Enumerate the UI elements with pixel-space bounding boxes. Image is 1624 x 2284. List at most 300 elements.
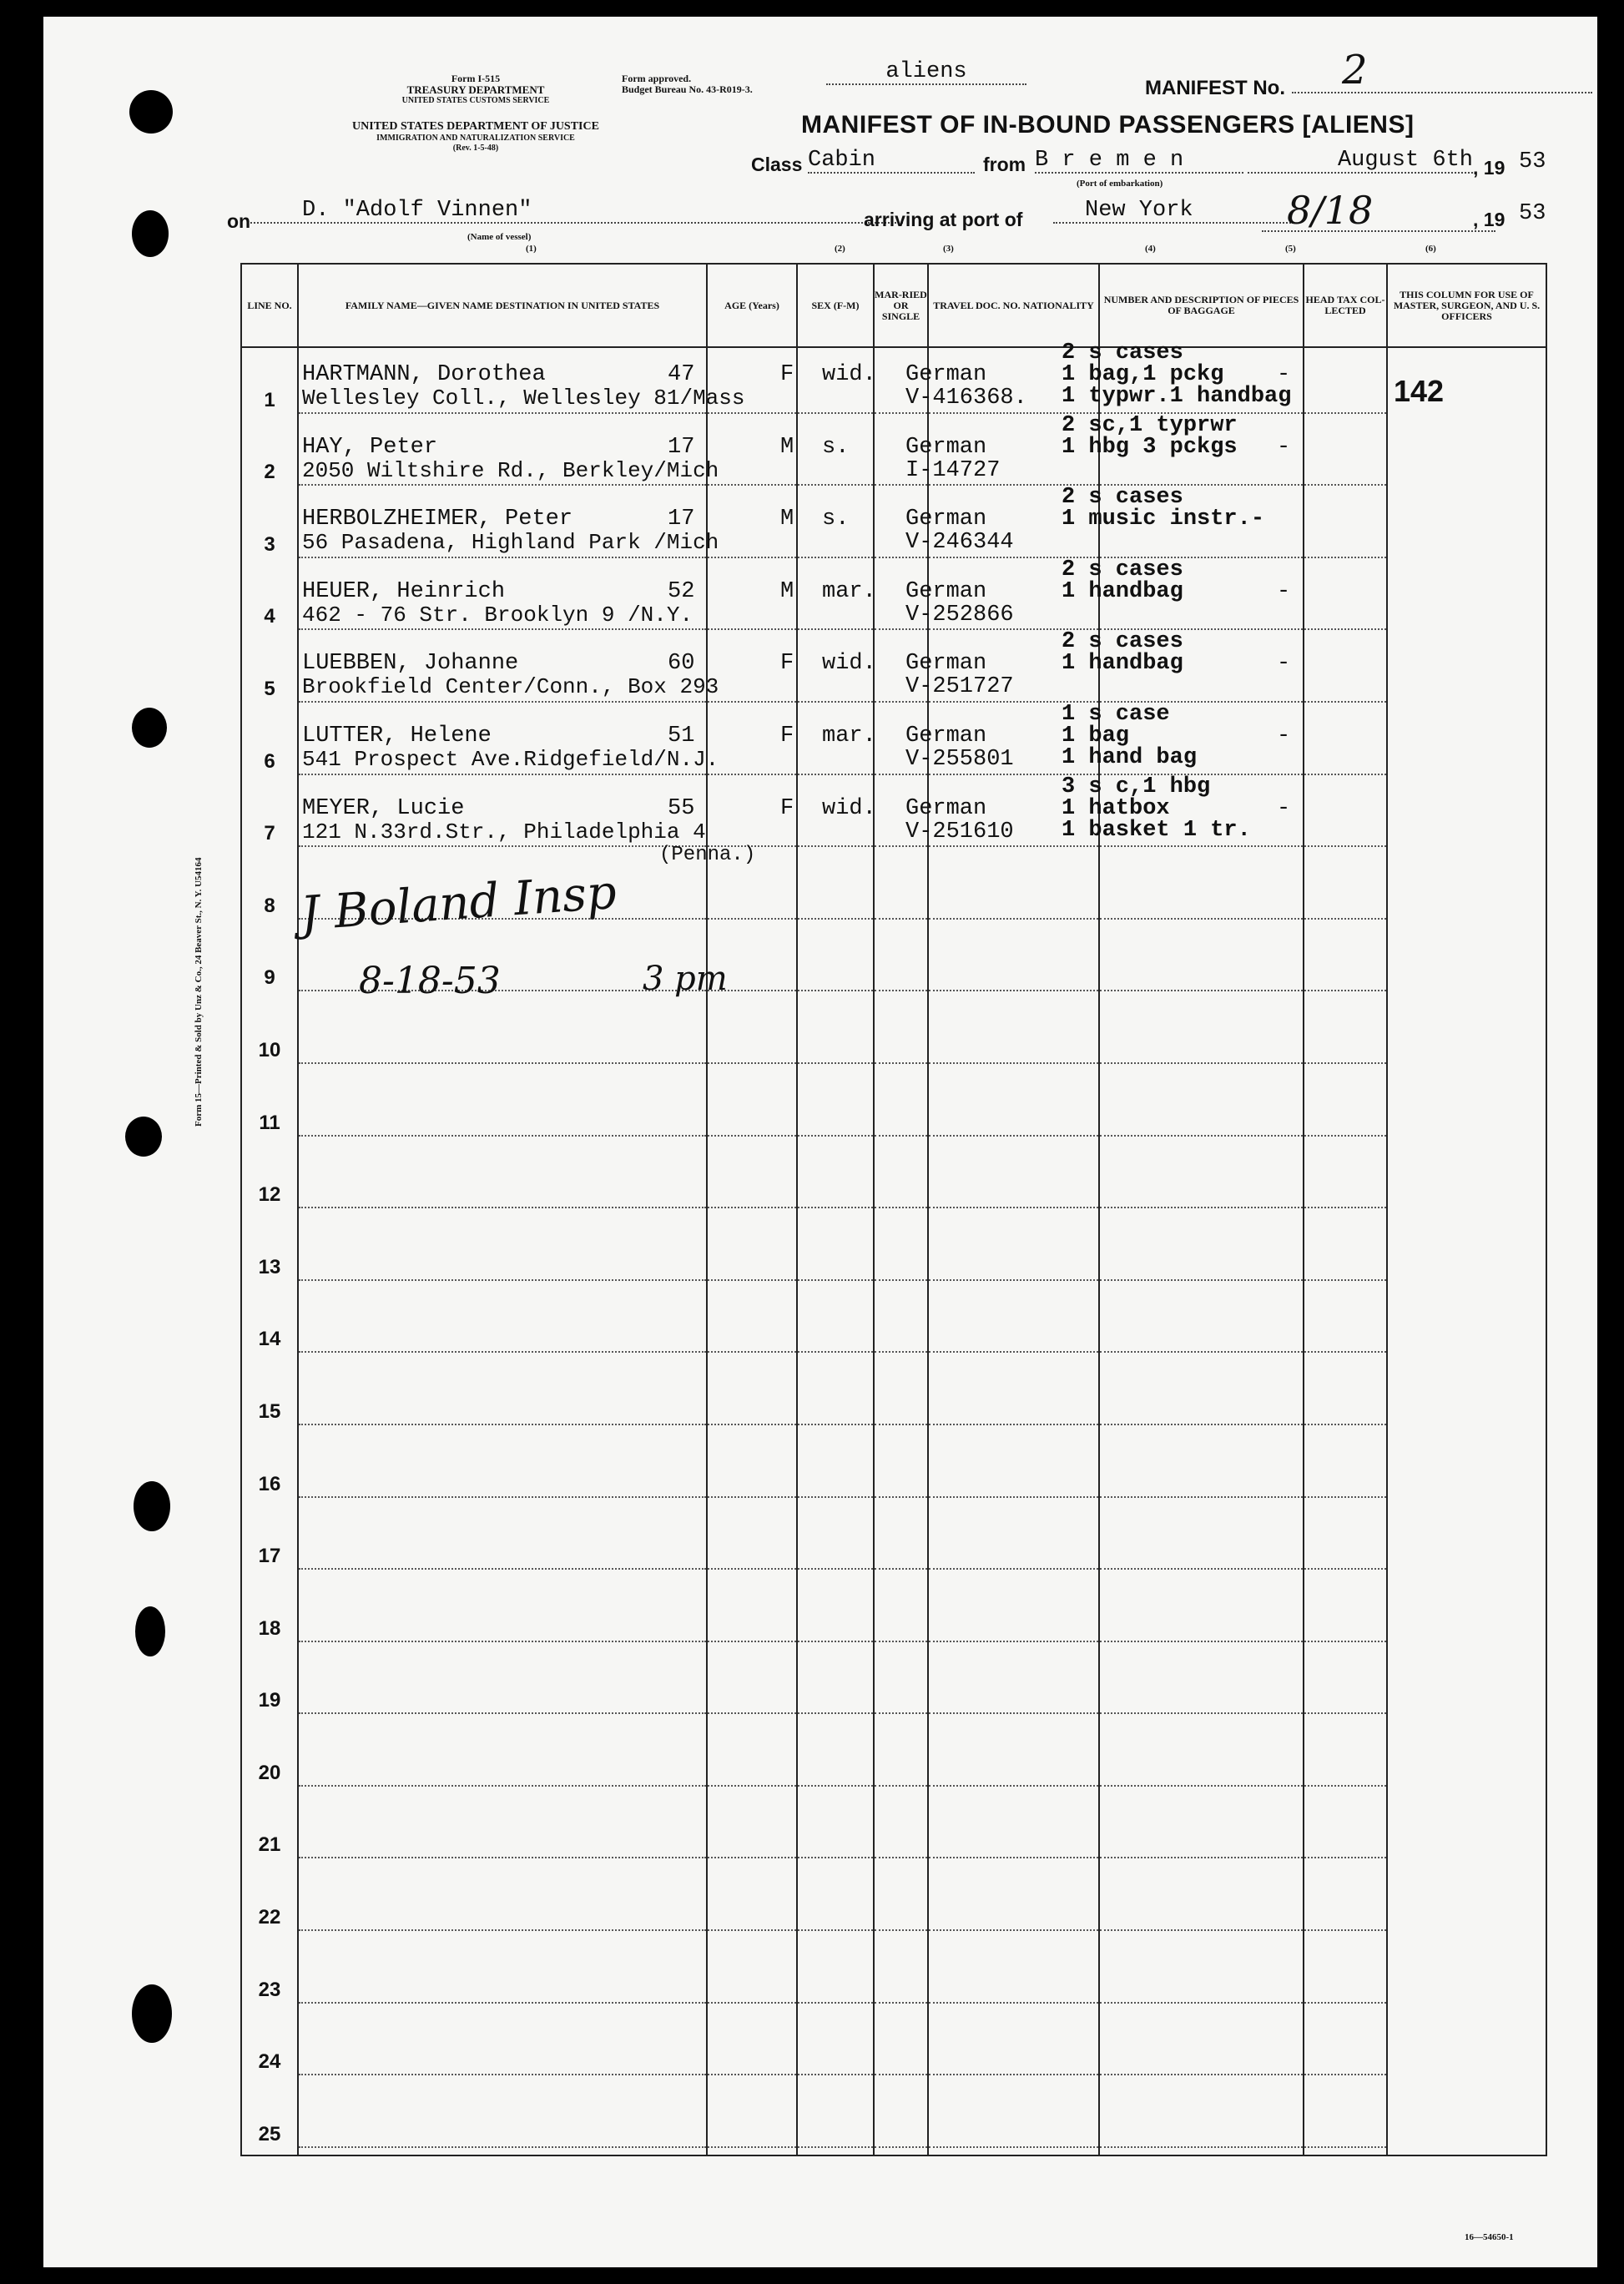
- line-number: 4: [264, 605, 275, 628]
- table-row: [241, 1071, 1546, 1143]
- col-travel-doc: TRAVEL DOC. NO. NATIONALITY: [928, 264, 1099, 347]
- dotted-rule: [299, 1712, 706, 1714]
- revision: (Rev. 1-5-48): [452, 144, 499, 153]
- table-cell: [874, 1215, 928, 1288]
- dotted-rule: [299, 701, 706, 703]
- line-number-cell: [241, 492, 298, 565]
- dotted-rule: [929, 1712, 1098, 1714]
- passenger-sex: M: [780, 578, 794, 604]
- line-number-cell: [241, 1793, 298, 1866]
- table-cell: [797, 1432, 874, 1505]
- dotted-rule: [1100, 2074, 1303, 2075]
- table-cell: [1099, 926, 1304, 999]
- officer-note: 142: [1394, 374, 1445, 408]
- table-cell: [1387, 1215, 1546, 1288]
- table-cell: [298, 2082, 707, 2155]
- table-cell: [928, 1071, 1099, 1143]
- dotted-rule: [708, 628, 796, 630]
- punch-hole: [132, 1984, 172, 2043]
- dotted-rule: [1304, 1641, 1386, 1642]
- dotted-rule: [875, 845, 927, 847]
- line-number-cell: [241, 1649, 298, 1722]
- punch-hole: [135, 1606, 165, 1656]
- dotted-rule: [798, 2074, 873, 2075]
- dotted-rule: [1100, 1062, 1303, 1064]
- table-cell: [797, 998, 874, 1071]
- table-cell: [298, 1576, 707, 1649]
- dotted-rule: [299, 1785, 706, 1787]
- dotted-rule: [708, 918, 796, 920]
- form-approved: Form approved.: [622, 73, 692, 84]
- baggage-item: 2 s cases: [1062, 340, 1183, 366]
- table-cell: [1304, 637, 1387, 709]
- table-cell: [1387, 926, 1546, 999]
- table-cell: [874, 2010, 928, 2083]
- dotted-rule: [798, 1062, 873, 1064]
- table-cell: [1387, 1505, 1546, 1577]
- marital-status: wid.: [822, 362, 876, 387]
- side-printer-text: Form 15—Printed & Sold by Unz & Co., 24 Beaver St., N. Y. U54164: [194, 857, 204, 1127]
- marital-status: s.: [822, 434, 850, 460]
- table-cell: [1387, 1576, 1546, 1649]
- line-number: 23: [258, 1978, 281, 2001]
- table-cell: [1304, 565, 1387, 638]
- dotted-rule: [929, 1135, 1098, 1137]
- dotted-rule: [875, 2002, 927, 2004]
- table-cell: [298, 1793, 707, 1866]
- table-cell: [707, 1576, 797, 1649]
- line-number: 11: [259, 1111, 280, 1134]
- passenger-destination: 541 Prospect Ave.Ridgefield/N.J.: [302, 747, 719, 772]
- nationality: German: [905, 507, 987, 532]
- table-cell: [1304, 709, 1387, 782]
- dotted-rule: [708, 412, 796, 414]
- dotted-rule: [929, 1785, 1098, 1787]
- table-cell: [1387, 709, 1546, 782]
- table-cell: [1304, 347, 1387, 421]
- table-cell: [1304, 1432, 1387, 1505]
- dotted-rule: [798, 412, 873, 414]
- table-cell: [1387, 1865, 1546, 1938]
- table-cell: [928, 1793, 1099, 1866]
- table-cell: [1304, 998, 1387, 1071]
- dotted-rule: [798, 845, 873, 847]
- table-cell: [1387, 1432, 1546, 1505]
- vessel-col: (1): [526, 244, 537, 254]
- punch-hole: [125, 1117, 162, 1157]
- table-cell: [1099, 1288, 1304, 1360]
- dotted-rule: [1304, 484, 1386, 486]
- col-married: MAR-RIED OR SINGLE: [874, 264, 928, 347]
- table-cell: [928, 1359, 1099, 1432]
- table-row: [241, 1938, 1546, 2010]
- dotted-rule: [875, 2146, 927, 2148]
- passenger-name: LUTTER, Helene: [302, 724, 492, 749]
- manifest-no-value: 2: [1292, 48, 1592, 93]
- table-cell: [707, 1143, 797, 1216]
- table-cell: [1099, 1359, 1304, 1432]
- travel-doc-no: V-251610: [905, 819, 1014, 845]
- table-cell: [874, 1793, 928, 1866]
- line-number: 19: [258, 1689, 281, 1712]
- table-cell: [1304, 1793, 1387, 1866]
- table-cell: [1387, 637, 1546, 709]
- passenger-name: HAY, Peter: [302, 434, 438, 460]
- dotted-rule: [1100, 2002, 1303, 2004]
- line-number: 2: [264, 461, 275, 484]
- table-cell: [1304, 492, 1387, 565]
- table-cell: [1304, 1865, 1387, 1938]
- baggage-item: 1 typwr.1 handbag: [1062, 384, 1292, 409]
- table-cell: [797, 2082, 874, 2155]
- dotted-rule: [875, 1929, 927, 1931]
- dotted-rule: [875, 1712, 927, 1714]
- dotted-rule: [798, 484, 873, 486]
- dotted-rule: [708, 1785, 796, 1787]
- line-number-cell: [241, 709, 298, 782]
- inspection-time: 3 pm: [643, 960, 728, 998]
- inspector-signature: J Boland Insp: [299, 865, 618, 942]
- table-cell: [1099, 1649, 1304, 1722]
- dotted-rule: [1100, 1568, 1303, 1570]
- dotted-rule: [1100, 1207, 1303, 1208]
- baggage-item: 1 s case: [1062, 702, 1170, 727]
- table-cell: [707, 1938, 797, 2010]
- dotted-rule: [299, 1929, 706, 1931]
- table-cell: [1304, 1288, 1387, 1360]
- table-cell: [928, 1143, 1099, 1216]
- travel-doc-no: V-416368.: [905, 386, 1027, 411]
- line-number-cell: [241, 1143, 298, 1216]
- dotted-rule: [708, 1279, 796, 1281]
- table-cell: [874, 1288, 928, 1360]
- dotted-rule: [1304, 1857, 1386, 1858]
- dotted-rule: [798, 2002, 873, 2004]
- table-cell: [1099, 2010, 1304, 2083]
- col-line: LINE NO.: [241, 264, 298, 347]
- dotted-rule: [929, 1207, 1098, 1208]
- nationality: German: [905, 651, 987, 677]
- table-cell: [797, 926, 874, 999]
- dotted-rule: [708, 2002, 796, 2004]
- table-cell: [707, 1865, 797, 1938]
- col-baggage: NUMBER AND DESCRIPTION OF PIECES OF BAGGAGE: [1099, 264, 1304, 347]
- table-cell: [1387, 1938, 1546, 2010]
- table-cell: [1099, 1143, 1304, 1216]
- dotted-rule: [708, 2146, 796, 2148]
- line-number: 14: [258, 1328, 281, 1351]
- table-cell: [874, 1649, 928, 1722]
- table-cell: [797, 1649, 874, 1722]
- manifest-no-label: MANIFEST No.: [1145, 77, 1285, 99]
- line-number: 12: [258, 1183, 281, 1207]
- marital-status: s.: [822, 507, 850, 532]
- table-row: [241, 1649, 1546, 1722]
- table-cell: [707, 1649, 797, 1722]
- table-cell: [1304, 1938, 1387, 2010]
- dotted-rule: [1304, 701, 1386, 703]
- col-officers: THIS COLUMN FOR USE OF MASTER, SURGEON, AND U. S. OFFICERS: [1387, 264, 1546, 347]
- table-cell: [797, 1288, 874, 1360]
- dotted-rule: [929, 1568, 1098, 1570]
- line-number: 16: [258, 1472, 281, 1495]
- table-cell: [1099, 1505, 1304, 1577]
- table-cell: [707, 1071, 797, 1143]
- table-cell: [928, 2010, 1099, 2083]
- dotted-rule: [708, 774, 796, 775]
- dotted-rule: [708, 1568, 796, 1570]
- dotted-rule: [299, 774, 706, 775]
- marital-status: mar.: [822, 578, 876, 604]
- dotted-rule: [929, 2002, 1098, 2004]
- punch-hole: [134, 1481, 170, 1531]
- dotted-rule: [708, 1351, 796, 1353]
- dotted-rule: [875, 557, 927, 558]
- line-number: 21: [258, 1833, 281, 1857]
- table-row: [241, 1576, 1546, 1649]
- line-number-cell: [241, 1215, 298, 1288]
- table-row: [241, 1793, 1546, 1866]
- table-cell: [1387, 2010, 1546, 2083]
- dotted-rule: [798, 1135, 873, 1137]
- vessel-caption: (Name of vessel): [467, 232, 532, 242]
- line-number: 17: [258, 1545, 281, 1568]
- table-cell: [298, 1143, 707, 1216]
- table-cell: [1304, 1505, 1387, 1577]
- table-cell: [707, 1505, 797, 1577]
- dotted-rule: [1304, 918, 1386, 920]
- dotted-rule: [1100, 1929, 1303, 1931]
- table-row: [241, 2010, 1546, 2083]
- dotted-rule: [875, 1207, 927, 1208]
- dotted-rule: [299, 2002, 706, 2004]
- arriving-label: arriving at port of: [864, 209, 1023, 230]
- table-cell: [298, 1432, 707, 1505]
- table-cell: [1099, 1576, 1304, 1649]
- line-number-cell: [241, 1721, 298, 1793]
- travel-doc-no: V-246344: [905, 530, 1014, 556]
- table-cell: [928, 1938, 1099, 2010]
- table-cell: [874, 1505, 928, 1577]
- line-number-cell: [241, 1938, 298, 2010]
- baggage-item: 2 sc,1 typrwr: [1062, 412, 1238, 438]
- baggage-item: 1 handbag: [1062, 651, 1183, 677]
- dotted-rule: [299, 628, 706, 630]
- passenger-age: 52: [668, 578, 695, 604]
- line-number: 1: [264, 388, 275, 411]
- dotted-rule: [875, 1641, 927, 1642]
- dotted-rule: [929, 1857, 1098, 1858]
- table-cell: [1304, 2010, 1387, 2083]
- passenger-sex: M: [780, 507, 794, 532]
- table-cell: [797, 1793, 874, 1866]
- dotted-rule: [299, 1424, 706, 1425]
- head-tax-mark: -: [1277, 434, 1291, 460]
- dotted-rule: [1100, 1351, 1303, 1353]
- dotted-rule: [875, 990, 927, 991]
- baggage-item: 2 s cases: [1062, 629, 1183, 655]
- line-number-cell: [241, 2010, 298, 2083]
- dotted-rule: [929, 1062, 1098, 1064]
- dotted-rule: [929, 990, 1098, 991]
- table-cell: [1304, 782, 1387, 855]
- dotted-rule: [929, 1279, 1098, 1281]
- passenger-sex: F: [780, 795, 794, 821]
- dotted-rule: [708, 557, 796, 558]
- line-number: 9: [264, 966, 275, 990]
- passenger-destination: 2050 Wiltshire Rd., Berkley/Mich: [302, 457, 719, 483]
- dotted-rule: [798, 1207, 873, 1208]
- dotted-rule: [929, 1424, 1098, 1425]
- passenger-name: LUEBBEN, Johanne: [302, 651, 519, 677]
- dotted-rule: [798, 918, 873, 920]
- table-cell: [928, 1721, 1099, 1793]
- line-number: 20: [258, 1761, 281, 1784]
- dotted-rule: [1304, 2074, 1386, 2075]
- table-cell: [1304, 854, 1387, 926]
- line-number-cell: [241, 1865, 298, 1938]
- dotted-rule: [1100, 1712, 1303, 1714]
- table-cell: [928, 1576, 1099, 1649]
- dotted-rule: [1304, 1207, 1386, 1208]
- dotted-rule: [798, 1351, 873, 1353]
- baggage-item: 1 hbg 3 pckgs: [1062, 434, 1238, 460]
- table-row: [241, 2082, 1546, 2155]
- from-label: from: [983, 154, 1026, 175]
- treasury-dept: TREASURY DEPARTMENT: [406, 83, 545, 96]
- line-number: 15: [258, 1399, 281, 1423]
- head-tax-mark: -: [1277, 362, 1291, 387]
- dotted-rule: [1100, 1279, 1303, 1281]
- table-cell: [928, 1865, 1099, 1938]
- dotted-rule: [1100, 2146, 1303, 2148]
- dotted-rule: [875, 1279, 927, 1281]
- dotted-rule: [299, 1062, 706, 1064]
- dotted-rule: [1304, 990, 1386, 991]
- line-number: 25: [258, 2122, 281, 2145]
- dotted-rule: [798, 2146, 873, 2148]
- customs-service: UNITED STATES CUSTOMS SERVICE: [401, 96, 550, 105]
- line-number-cell: [241, 637, 298, 709]
- dotted-rule: [708, 1929, 796, 1931]
- table-cell: [874, 1071, 928, 1143]
- table-cell: [707, 1793, 797, 1866]
- table-cell: [298, 1288, 707, 1360]
- dotted-rule: [798, 1496, 873, 1498]
- dotted-rule: [929, 1929, 1098, 1931]
- dotted-rule: [299, 1207, 706, 1208]
- line-number: 8: [264, 894, 275, 917]
- table-cell: [928, 1432, 1099, 1505]
- line-number: 6: [264, 749, 275, 773]
- table-cell: [1387, 1721, 1546, 1793]
- class-label: Class: [751, 154, 803, 175]
- line-number-cell: [241, 565, 298, 638]
- line-number: 24: [258, 2050, 281, 2074]
- marital-status: wid.: [822, 651, 876, 677]
- passenger-name: MEYER, Lucie: [302, 795, 465, 821]
- table-cell: [1099, 854, 1304, 926]
- dotted-rule: [1304, 412, 1386, 414]
- table-cell: [797, 854, 874, 926]
- table-cell: [1099, 2082, 1304, 2155]
- table-row: [241, 1865, 1546, 1938]
- table-row: [241, 1143, 1546, 1216]
- table-cell: [707, 2082, 797, 2155]
- dotted-rule: [708, 1712, 796, 1714]
- line-number-cell: [241, 2082, 298, 2155]
- table-cell: [1387, 782, 1546, 855]
- dotted-rule: [1100, 1424, 1303, 1425]
- table-row: [241, 1432, 1546, 1505]
- travel-doc-no: I-14727: [905, 457, 1001, 483]
- dotted-rule: [875, 1424, 927, 1425]
- dotted-rule: [299, 845, 706, 847]
- departure-year-prefix: , 19: [1473, 157, 1505, 179]
- dotted-rule: [875, 1496, 927, 1498]
- dotted-rule: [708, 1641, 796, 1642]
- table-cell: [707, 1359, 797, 1432]
- table-row: [241, 1215, 1546, 1288]
- table-cell: [797, 2010, 874, 2083]
- col-num-5: (5): [1285, 244, 1296, 254]
- table-cell: [1304, 421, 1387, 493]
- dotted-rule: [929, 845, 1098, 847]
- passenger-age: 51: [668, 724, 695, 749]
- dotted-rule: [1100, 1785, 1303, 1787]
- table-cell: [1304, 1649, 1387, 1722]
- passenger-age: 47: [668, 362, 695, 387]
- table-cell: [298, 1359, 707, 1432]
- on-label: on: [227, 210, 251, 232]
- departure-date: August 6th: [1248, 149, 1473, 174]
- dotted-rule: [1304, 1929, 1386, 1931]
- table-cell: [707, 1215, 797, 1288]
- table-cell: [797, 1143, 874, 1216]
- table-cell: [797, 1938, 874, 2010]
- departure-year: 53: [1519, 149, 1546, 174]
- dotted-rule: [1304, 774, 1386, 775]
- dotted-rule: [299, 2146, 706, 2148]
- dotted-rule: [708, 1207, 796, 1208]
- table-row: [241, 1505, 1546, 1577]
- passenger-sex: M: [780, 434, 794, 460]
- table-cell: [874, 854, 928, 926]
- arrival-date: 8/18: [1262, 190, 1495, 232]
- dotted-rule: [798, 1279, 873, 1281]
- vessel-name: D. "Adolf Vinnen": [250, 199, 903, 224]
- table-cell: [1304, 926, 1387, 999]
- table-cell: [1304, 1215, 1387, 1288]
- table-cell: [1387, 492, 1546, 565]
- dotted-rule: [708, 2074, 796, 2075]
- passenger-age: 17: [668, 507, 695, 532]
- dotted-rule: [708, 1496, 796, 1498]
- head-tax-mark: -: [1277, 578, 1291, 604]
- footer-code: 16—54650-1: [1465, 2232, 1514, 2242]
- table-row: [241, 1288, 1546, 1360]
- dotted-rule: [1304, 1351, 1386, 1353]
- dotted-rule: [1100, 1641, 1303, 1642]
- dotted-rule: [1100, 990, 1303, 991]
- line-number-cell: [241, 1359, 298, 1432]
- dotted-rule: [875, 701, 927, 703]
- port-embarkation-caption: (Port of embarkation): [1077, 179, 1163, 189]
- line-number: 10: [258, 1038, 281, 1061]
- marital-status: mar.: [822, 724, 876, 749]
- table-cell: [1099, 1071, 1304, 1143]
- line-number-cell: [241, 926, 298, 999]
